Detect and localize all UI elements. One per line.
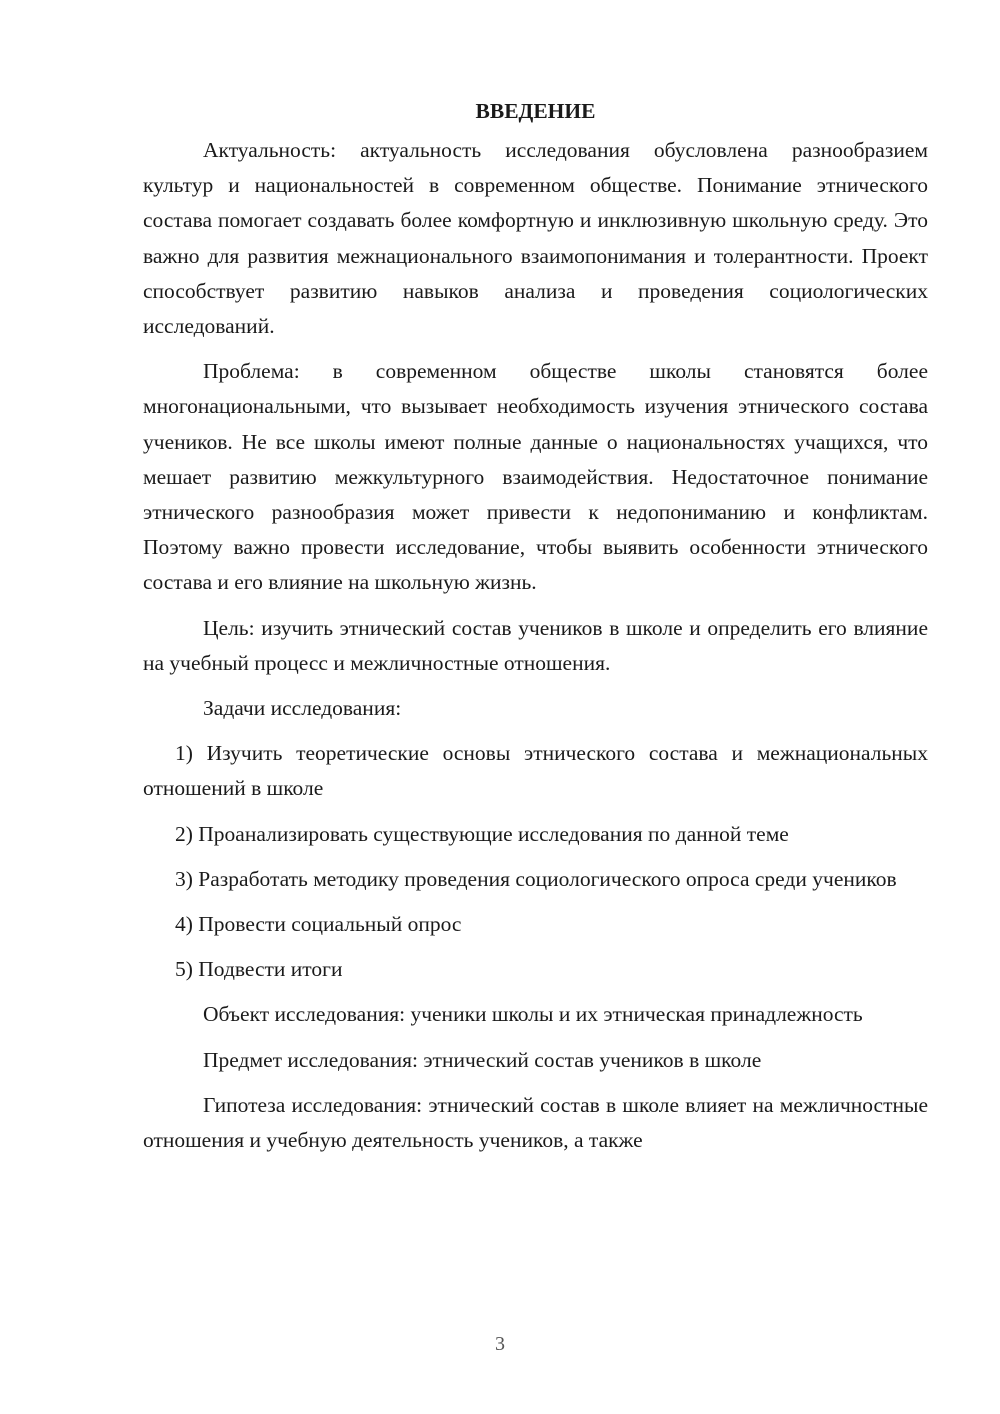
subject-paragraph: Предмет исследования: этнический состав учеников в школе xyxy=(203,1047,762,1072)
document-page xyxy=(143,96,928,1168)
task-item-2: 2) Проанализировать существующие исследования по данной теме xyxy=(175,821,789,846)
page-title: ВВЕДЕНИЕ xyxy=(475,99,596,123)
task-item-1: 1) Изучить теоретические основы этнического состава и межнациональных отношений в школе xyxy=(143,741,928,801)
task-item-3: 3) Разработать методику проведения социологического опроса среди учеников xyxy=(175,866,897,891)
object-paragraph: Объект исследования: ученики школы и их этническая принадлежность xyxy=(203,1002,863,1027)
hypothesis-paragraph: Гипотеза исследования: этнический состав в школе влияет на межличностные отношения и учебную деятельность учеников, а также xyxy=(143,1092,928,1153)
page-number: 3 xyxy=(495,1333,505,1355)
problem-paragraph: Проблема: в современном обществе школы становятся более многонациональными, что вызывает необходимость изучения этнического состава учеников. Не все школы имеют полные данные о национальностях учащихся, что мешает развитию межкультурного взаимодействия. Недостаточное понимание этнического разнообразия может привести к недопониманию и конфликтам. Поэтому важно провести исследование, чтобы выявить особенности этнического состава и его влияние на школьную жизнь. xyxy=(143,359,928,595)
goal-paragraph: Цель: изучить этнический состав учеников в школе и определить его влияние на учебный процесс и межличностные отношения. xyxy=(143,615,928,675)
tasks-heading: Задачи исследования: xyxy=(203,696,402,721)
task-item-4: 4) Провести социальный опрос xyxy=(175,912,462,937)
relevance-paragraph: Актуальность: актуальность исследования обусловлена разнообразием культур и национальностей в современном обществе. Понимание этнического состава помогает создавать более комфортную и инклюзивную школьную среду. Это важно для развития межнационального взаимопонимания и толерантности. Проект способствует развитию навыков анализа и проведения социологических исследований. xyxy=(143,138,928,339)
task-item-5: 5) Подвести итоги xyxy=(175,957,343,982)
